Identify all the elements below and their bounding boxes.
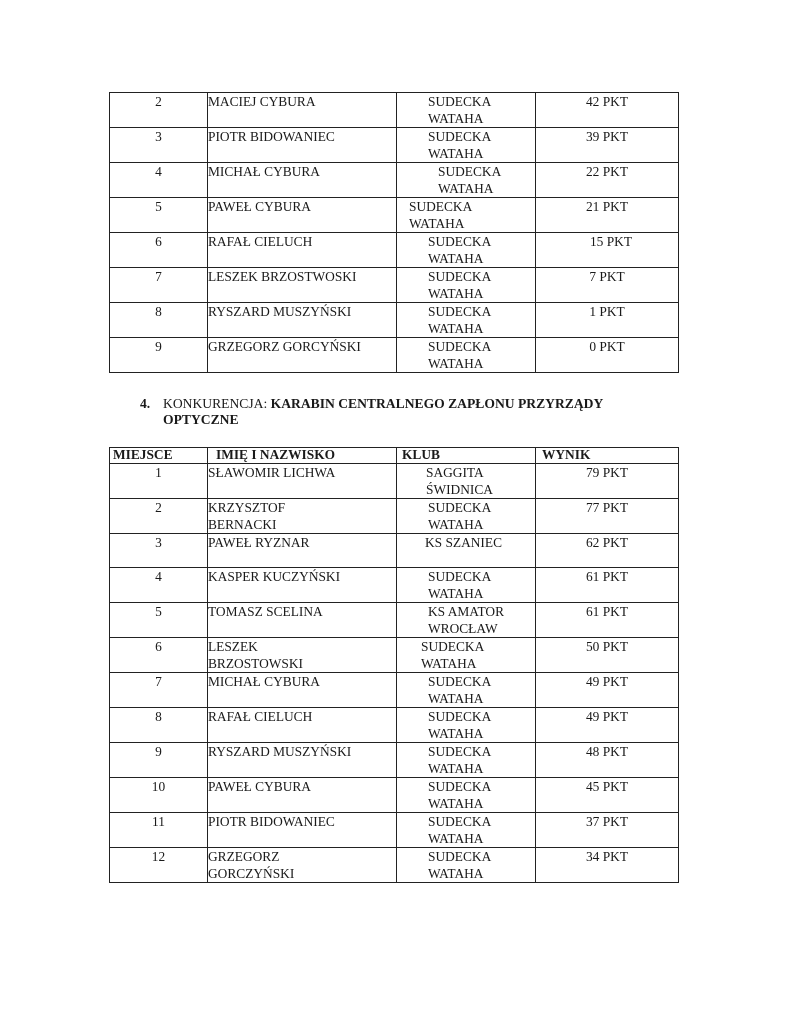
club-line-1: SUDECKA (428, 234, 492, 249)
name-cell: PAWEŁ CYBURA (208, 198, 397, 233)
place-cell: 2 (110, 499, 208, 534)
club-cell (397, 233, 536, 268)
score-cell: 39 PKT (536, 128, 679, 163)
header-club: KLUB (397, 448, 536, 464)
club-line-1: SUDECKA (428, 674, 492, 689)
table-row (110, 163, 679, 198)
club-cell (397, 198, 536, 233)
club-cell (397, 603, 536, 638)
club-line-1: SUDECKA (438, 164, 502, 179)
score-cell: 77 PKT (536, 499, 679, 534)
table-row (110, 233, 679, 268)
club-line-2: WATAHA (428, 691, 484, 706)
results-table-continued (109, 92, 679, 373)
club-cell (397, 778, 536, 813)
club-cell (397, 638, 536, 673)
club-line-1: SUDECKA (421, 639, 485, 654)
section-title: KARABIN CENTRALNEGO ZAPŁONU PRZYRZĄDY OPTYCZNE (163, 396, 603, 427)
club-line-1: SUDECKA (428, 94, 492, 109)
table-row (110, 268, 679, 303)
section-number: 4. (140, 396, 151, 411)
results-table-optics (109, 447, 679, 883)
club-line-1: SUDECKA (428, 779, 492, 794)
table-row (110, 813, 679, 848)
name-cell: MICHAŁ CYBURA (208, 163, 397, 198)
name-cell: SŁAWOMIR LICHWA (208, 464, 397, 499)
club-cell (397, 848, 536, 883)
name-cell: PAWEŁ RYZNAR (208, 534, 397, 568)
name-cell: TOMASZ SCELINA (208, 603, 397, 638)
club-line-2: WROCŁAW (428, 621, 498, 636)
place-cell: 7 (110, 268, 208, 303)
place-cell: 3 (110, 534, 208, 568)
place-cell: 12 (110, 848, 208, 883)
place-cell: 8 (110, 303, 208, 338)
table-header-row (110, 448, 679, 464)
club-line-2: WATAHA (421, 656, 477, 671)
score-cell: 21 PKT (536, 198, 679, 233)
club-cell (397, 338, 536, 373)
club-line-2: WATAHA (428, 586, 484, 601)
table-row (110, 303, 679, 338)
club-line-1: SUDECKA (428, 129, 492, 144)
club-line-2: WATAHA (428, 726, 484, 741)
table-row (110, 743, 679, 778)
place-cell: 2 (110, 93, 208, 128)
place-cell: 6 (110, 638, 208, 673)
table-row (110, 603, 679, 638)
section-label: KONKURENCJA: (163, 396, 271, 411)
name-cell: LESZEK BRZOSTOWSKI (208, 638, 397, 673)
table-row (110, 93, 679, 128)
table-row (110, 464, 679, 499)
club-line-1: SUDECKA (428, 269, 492, 284)
club-line-2: WATAHA (409, 216, 465, 231)
name-cell: PIOTR BIDOWANIEC (208, 128, 397, 163)
table-row (110, 338, 679, 373)
club-line-2: WATAHA (428, 796, 484, 811)
place-cell: 3 (110, 128, 208, 163)
name-cell: GRZEGORZ GORCYŃSKI (208, 338, 397, 373)
club-line-1: SUDECKA (428, 849, 492, 864)
club-cell (397, 743, 536, 778)
name-cell: MICHAŁ CYBURA (208, 673, 397, 708)
score-cell: 62 PKT (536, 534, 679, 568)
header-place: MIEJSCE (110, 448, 208, 464)
score-cell: 49 PKT (536, 673, 679, 708)
club-line-1: KS AMATOR (428, 604, 505, 619)
club-cell (397, 708, 536, 743)
club-line-2: WATAHA (428, 866, 484, 881)
club-line-2: WATAHA (428, 111, 484, 126)
place-cell: 1 (110, 464, 208, 499)
club-line-2: WATAHA (428, 251, 484, 266)
place-cell: 4 (110, 163, 208, 198)
club-cell (397, 268, 536, 303)
club-cell (397, 673, 536, 708)
table-row (110, 499, 679, 534)
table-row (110, 198, 679, 233)
score-cell: 7 PKT (536, 268, 679, 303)
table-row (110, 128, 679, 163)
score-cell: 15 PKT (536, 233, 679, 268)
club-line-1: SUDECKA (409, 199, 473, 214)
header-score: WYNIK (536, 448, 679, 464)
score-cell: 34 PKT (536, 848, 679, 883)
club-line-1: SAGGITA (426, 465, 484, 480)
table-row (110, 673, 679, 708)
club-cell (397, 534, 536, 568)
name-cell: RAFAŁ CIELUCH (208, 708, 397, 743)
club-line-2: WATAHA (428, 761, 484, 776)
table-row (110, 848, 679, 883)
club-cell (397, 303, 536, 338)
club-line-2: WATAHA (428, 286, 484, 301)
table-row (110, 568, 679, 603)
place-cell: 5 (110, 198, 208, 233)
header-name: IMIĘ I NAZWISKO (208, 448, 397, 464)
club-line-1: SUDECKA (428, 304, 492, 319)
club-line-2: WATAHA (428, 356, 484, 371)
name-cell: PAWEŁ CYBURA (208, 778, 397, 813)
club-cell (397, 93, 536, 128)
place-cell: 9 (110, 338, 208, 373)
club-cell (397, 464, 536, 499)
name-cell: KASPER KUCZYŃSKI (208, 568, 397, 603)
club-line-1: SUDECKA (428, 744, 492, 759)
place-cell: 10 (110, 778, 208, 813)
club-line-2: WATAHA (438, 181, 494, 196)
table-row (110, 638, 679, 673)
club-line-1: SUDECKA (428, 339, 492, 354)
club-cell (397, 163, 536, 198)
club-line-2: WATAHA (428, 146, 484, 161)
score-cell: 37 PKT (536, 813, 679, 848)
place-cell: 4 (110, 568, 208, 603)
score-cell: 79 PKT (536, 464, 679, 499)
score-cell: 61 PKT (536, 568, 679, 603)
score-cell: 0 PKT (536, 338, 679, 373)
club-line-1: SUDECKA (428, 709, 492, 724)
score-cell: 49 PKT (536, 708, 679, 743)
club-line-2: ŚWIDNICA (426, 482, 493, 497)
club-line-1: KS SZANIEC (425, 535, 503, 550)
club-cell (397, 568, 536, 603)
club-line-2: WATAHA (428, 517, 484, 532)
score-cell: 50 PKT (536, 638, 679, 673)
name-cell: RYSZARD MUSZYŃSKI (208, 303, 397, 338)
table-row (110, 708, 679, 743)
score-cell: 45 PKT (536, 778, 679, 813)
name-cell: MACIEJ CYBURA (208, 93, 397, 128)
place-cell: 11 (110, 813, 208, 848)
place-cell: 7 (110, 673, 208, 708)
name-cell: GRZEGORZ GORCZYŃSKI (208, 848, 397, 883)
club-line-1: SUDECKA (428, 814, 492, 829)
name-cell: PIOTR BIDOWANIEC (208, 813, 397, 848)
club-line-1: SUDECKA (428, 569, 492, 584)
club-cell (397, 128, 536, 163)
name-cell: LESZEK BRZOSTWOSKI (208, 268, 397, 303)
place-cell: 6 (110, 233, 208, 268)
table-row (110, 778, 679, 813)
score-cell: 61 PKT (536, 603, 679, 638)
place-cell: 8 (110, 708, 208, 743)
club-line-1: SUDECKA (428, 500, 492, 515)
name-cell: KRZYSZTOF BERNACKI (208, 499, 397, 534)
club-line-2: WATAHA (428, 831, 484, 846)
section-heading (140, 396, 680, 428)
table-row (110, 534, 679, 568)
club-cell (397, 499, 536, 534)
club-cell (397, 813, 536, 848)
name-cell: RYSZARD MUSZYŃSKI (208, 743, 397, 778)
score-cell: 1 PKT (536, 303, 679, 338)
club-line-2: WATAHA (428, 321, 484, 336)
name-cell: RAFAŁ CIELUCH (208, 233, 397, 268)
score-cell: 22 PKT (536, 163, 679, 198)
place-cell: 5 (110, 603, 208, 638)
place-cell: 9 (110, 743, 208, 778)
score-cell: 42 PKT (536, 93, 679, 128)
score-cell: 48 PKT (536, 743, 679, 778)
